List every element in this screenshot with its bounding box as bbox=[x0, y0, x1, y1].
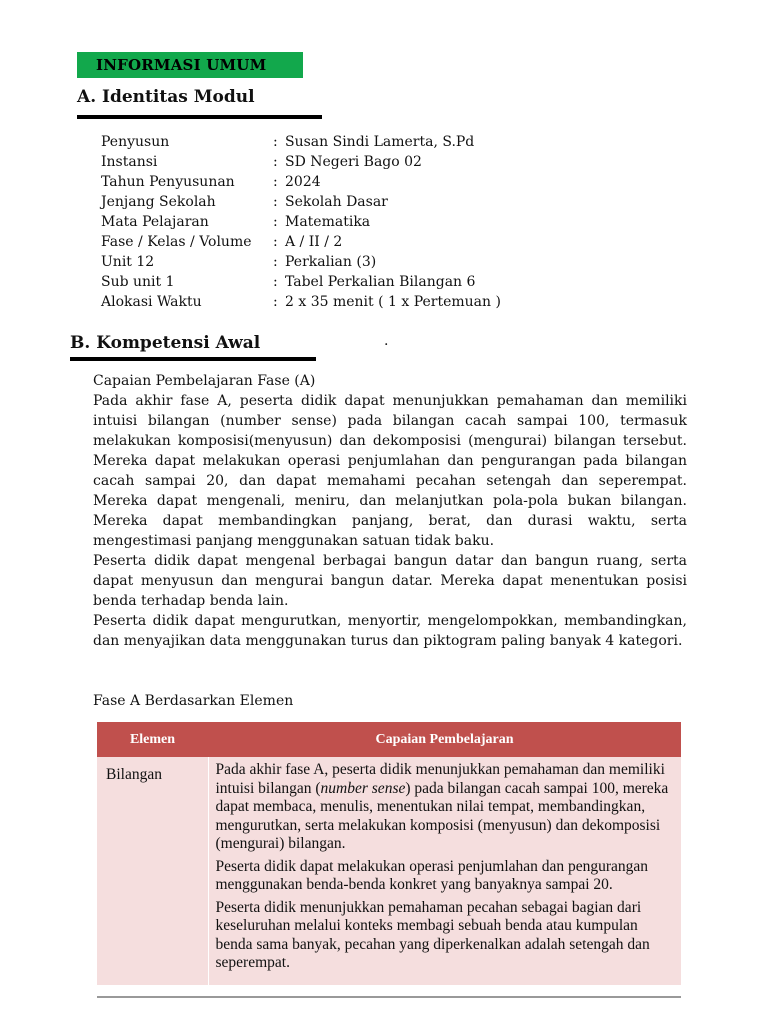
info-colon: : bbox=[273, 294, 278, 310]
info-label: Alokasi Waktu bbox=[101, 294, 202, 310]
capaian-item: Peserta didik menunjukkan pemahaman pecahan sebagai bagian dari keseluruhan melalui konteks membagi sebuah benda atau kumpulan benda sama banyak, pecahan yang diperkenalkan adalah setengah dan seperempat. bbox=[215, 898, 650, 971]
info-label: Unit 12 bbox=[101, 254, 155, 270]
capaian-item: Pada akhir fase A, peserta didik menunjukkan pemahaman dan memiliki intuisi bilangan (number sense) pada bilangan cacah sampai 100, mereka dapat membaca, menulis, menentukan nilai tempat, membandingkan, mengurutkan, serta melakukan komposisi (menyusun) dan dekomposisi (mengurai) bilangan. bbox=[215, 761, 669, 852]
cp-paragraph: Pada akhir fase A, peserta didik dapat menunjukkan pemahaman dan memiliki intuisi bilangan (number sense) pada bilangan cacah sampai 100, termasuk melakukan komposisi(menyusun) dan dekomposisi (mengurai) bilangan tersebut. Mereka dapat melakukan operasi penjumlahan dan pengurangan pada bilangan cacah sampai 20, dan dapat memahami pecahan setengah dan seperempat. Mereka dapat mengenali, meniru, dan melanjutkan pola-pola bukan bilangan. Mereka dapat membandingkan panjang, berat, dan durasi waktu, serta mengestimasi panjang menggunakan satuan tidak baku. bbox=[93, 393, 687, 549]
info-row bbox=[101, 172, 501, 192]
info-label: Sub unit 1 bbox=[101, 274, 175, 290]
info-colon: : bbox=[273, 234, 278, 250]
info-value: 2024 bbox=[285, 174, 321, 190]
heading-underline bbox=[77, 115, 322, 119]
info-colon: : bbox=[273, 254, 278, 270]
info-row bbox=[101, 292, 501, 312]
info-value: Perkalian (3) bbox=[285, 254, 377, 270]
info-colon: : bbox=[273, 194, 278, 210]
heading-underline bbox=[70, 357, 316, 361]
cp-paragraph: Peserta didik dapat mengenal berbagai bangun datar dan bangun ruang, serta dapat menyusun dan mengurai bangun datar. Mereka dapat menentukan posisi benda terhadap benda lain. bbox=[93, 553, 687, 609]
info-value: A / II / 2 bbox=[285, 234, 343, 250]
info-value: Susan Sindi Lamerta, S.Pd bbox=[285, 134, 475, 150]
info-row bbox=[101, 232, 501, 252]
info-value: SD Negeri Bago 02 bbox=[285, 154, 422, 170]
info-label: Tahun Penyusunan bbox=[101, 174, 235, 190]
info-row bbox=[101, 212, 501, 232]
info-label: Mata Pelajaran bbox=[101, 214, 209, 230]
info-colon: : bbox=[273, 214, 278, 230]
info-value: Tabel Perkalian Bilangan 6 bbox=[285, 274, 476, 290]
table-row bbox=[97, 757, 681, 985]
info-colon: : bbox=[273, 274, 278, 290]
table-header-capaian: Capaian Pembelajaran bbox=[208, 722, 681, 757]
info-colon: : bbox=[273, 154, 278, 170]
info-row bbox=[101, 272, 501, 292]
info-label: Jenjang Sekolah bbox=[101, 194, 216, 210]
info-label: Instansi bbox=[101, 154, 158, 170]
table-cell-elemen: Bilangan bbox=[97, 757, 208, 985]
info-label: Penyusun bbox=[101, 134, 170, 150]
info-colon: : bbox=[273, 174, 278, 190]
identitas-table bbox=[101, 132, 501, 312]
info-label: Fase / Kelas / Volume bbox=[101, 234, 252, 250]
section-banner: INFORMASI UMUM bbox=[77, 52, 303, 78]
info-row bbox=[101, 192, 501, 212]
info-row bbox=[101, 252, 501, 272]
info-row bbox=[101, 152, 501, 172]
identitas-modul-heading: A. Identitas Modul bbox=[77, 87, 255, 107]
capaian-text-block bbox=[93, 371, 687, 651]
info-value: Sekolah Dasar bbox=[285, 194, 388, 210]
info-value: 2 x 35 menit ( 1 x Pertemuan ) bbox=[285, 294, 501, 310]
info-colon: : bbox=[273, 134, 278, 150]
table-header-elemen: Elemen bbox=[97, 722, 208, 757]
cp-paragraph: Peserta didik dapat mengurutkan, menyortir, mengelompokkan, membandingkan, dan menyajikan data menggunakan turus dan piktogram paling banyak 4 kategori. bbox=[93, 613, 687, 649]
info-value: Matematika bbox=[285, 214, 371, 230]
kompetensi-awal-heading: B. Kompetensi Awal bbox=[70, 333, 261, 353]
info-row bbox=[101, 132, 501, 152]
capaian-item: Peserta didik dapat melakukan operasi penjumlahan dan pengurangan menggunakan benda-benda konkret yang banyaknya sampai 20. bbox=[215, 857, 649, 893]
capaian-table bbox=[97, 722, 681, 998]
stray-dot: . bbox=[384, 333, 389, 349]
table-cell-capaian bbox=[208, 757, 681, 985]
fase-heading: Fase A Berdasarkan Elemen bbox=[93, 693, 294, 709]
cp-heading: Capaian Pembelajaran Fase (A) bbox=[93, 373, 316, 389]
